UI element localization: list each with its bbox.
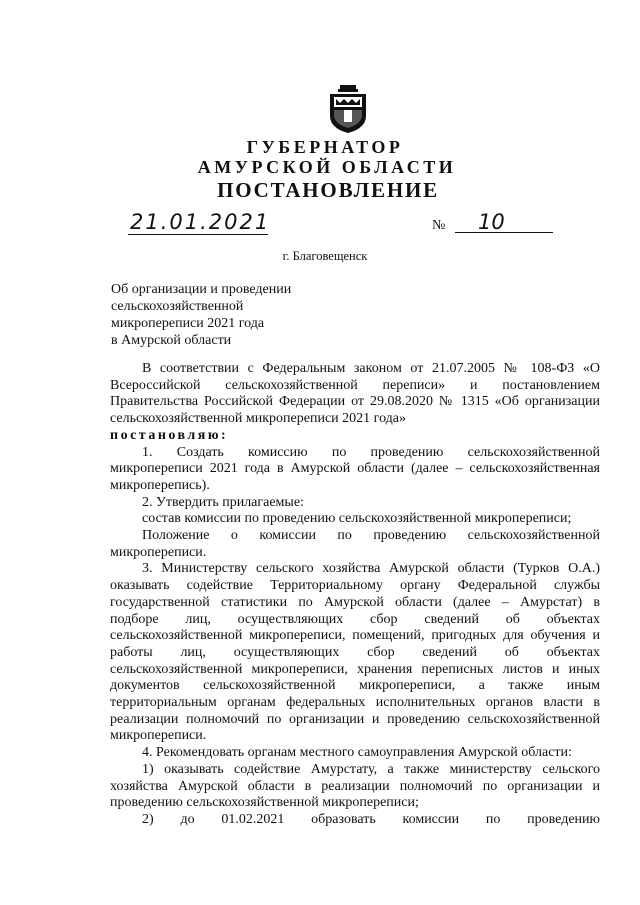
body-line: 4. Рекомендовать органам местного самоуправления Амурской области: [142,745,572,761]
document-subject [111,281,291,349]
subject-line: микропереписи 2021 года [111,316,265,331]
document-type: ПОСТАНОВЛЕНИЕ [217,178,439,202]
governor-title: ГУБЕРНАТОР [246,137,404,157]
body-line: государственной статистики по Амурской области (далее – Амурстат) в [110,594,600,610]
body-line: сельскохозяйственной микропереписи 2021 года» [110,411,406,427]
body-line: Положение о комиссии по проведению сельскохозяйственной [142,528,600,544]
subject-line: Об организации и проведении [111,282,292,297]
body-line: сельскохозяйственной микропереписи, хранения переписных листов и иных [110,661,600,677]
body-line: состав комиссии по проведению сельскохозяйственной микропереписи; [142,511,572,527]
body-line: 1. Создать комиссию по проведению сельскохозяйственной [142,444,600,460]
city: г. Благовещенск [282,249,368,263]
coat-of-arms-icon [326,84,370,134]
body-line: микропереписи. [110,728,207,744]
document-date: 21.01.2021 [130,210,271,234]
body-line: В соответствии с Федеральным законом от 21.07.2005 № 108-ФЗ «О [142,361,600,376]
subject-line: в Амурской области [111,333,232,348]
body-line: 1) оказывать содействие Амурстату, а также министерству сельского [142,761,600,777]
body-line: 3. Министерству сельского хозяйства Амурской области (Турков О.А.) [142,561,600,577]
body-line: хозяйства Амурской области в реализации полномочий по организации и [110,778,600,794]
document-body [110,361,600,829]
body-line: 2. Утвердить прилагаемые: [142,494,304,510]
body-line: Правительства Российской Федерации от 29.08.2020 № 1315 «Об организации [110,394,600,410]
number-underline [455,232,553,233]
body-line: подборе лиц, осуществляющих сбор сведений об объектах [110,611,600,627]
body-line: территориальным органам федеральных исполнительных органов власти в [110,695,600,711]
number-label: № [432,218,446,233]
decree-word: постановляю: [110,427,229,443]
document-number: 10 [478,210,505,234]
date-underline [128,234,268,235]
body-line: оказывать содействие Территориальному органу Федеральной службы [110,578,600,594]
subject-line: сельскохозяйственной [111,299,244,314]
body-line: реализации полномочий по организации и проведению сельскохозяйственной [110,711,600,727]
body-line: микропереписи. [110,544,207,560]
body-line: микропереписи 2021 года в Амурской области (далее – сельскохозяйственная [110,461,600,477]
body-line: 2) до 01.02.2021 образовать комиссии по проведению [142,811,600,827]
body-line: работы лиц, осуществляющих сбор сведений об объектах [110,644,600,660]
body-line: микроперепись). [110,477,210,493]
region-title: АМУРСКОЙ ОБЛАСТИ [197,157,457,177]
body-line: документов сельскохозяйственной микропереписи, а также иным [110,678,600,694]
body-line: Всероссийской сельскохозяйственной переписи» и постановлением [110,377,600,393]
body-line: сельскохозяйственной микропереписи, помещений, пригодных для обучения и [110,628,600,644]
body-line: проведению сельскохозяйственной микропереписи; [110,795,419,811]
